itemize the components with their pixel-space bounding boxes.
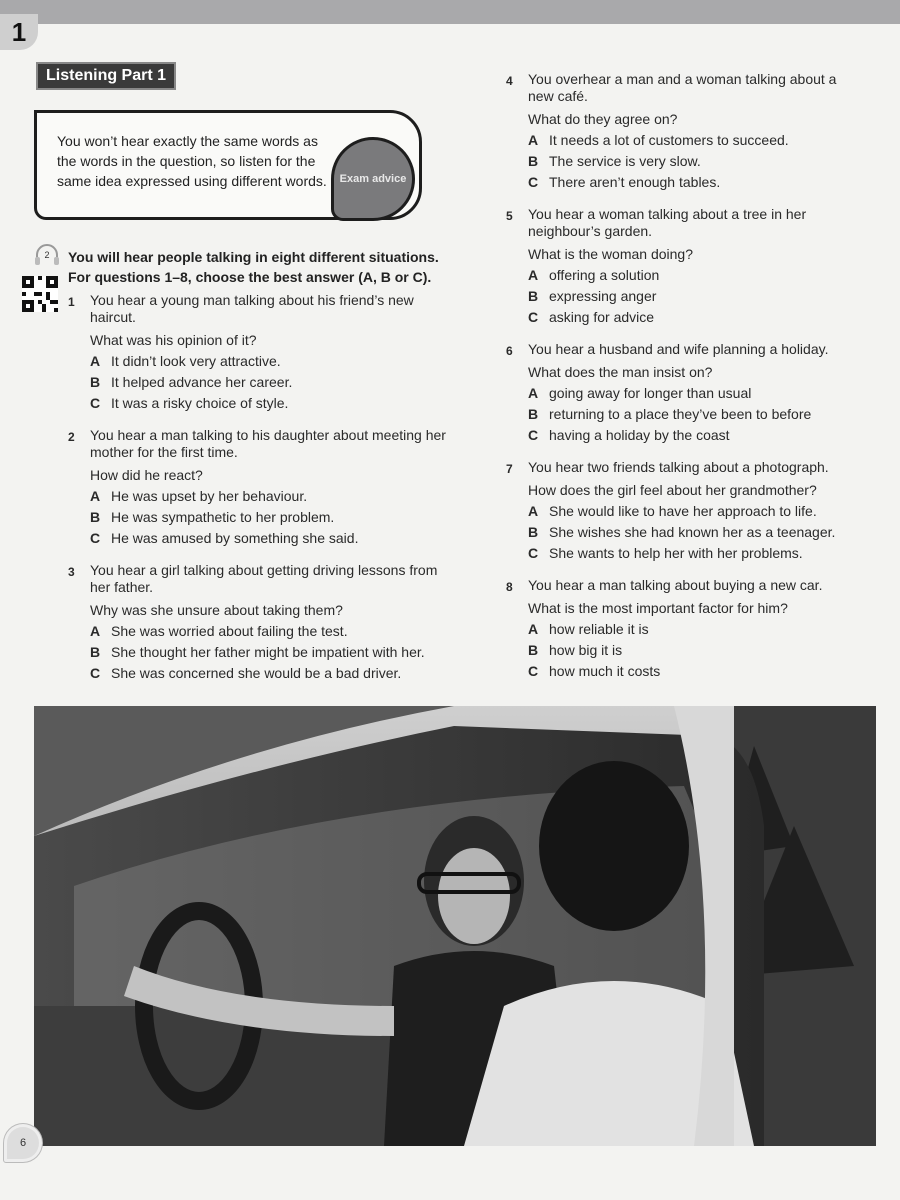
answer-option[interactable] — [528, 172, 866, 193]
headphones-icon — [34, 244, 60, 266]
answer-option[interactable] — [528, 151, 866, 172]
option-letter: A — [528, 621, 539, 637]
question-1 — [68, 292, 458, 414]
question-5 — [506, 206, 866, 328]
option-letter: B — [528, 288, 539, 304]
option-text: There aren’t enough tables. — [549, 174, 721, 190]
option-letter: A — [528, 132, 539, 148]
question-prompt: What is the most important factor for him? — [528, 600, 788, 616]
option-text: It didn’t look very attractive. — [111, 353, 281, 369]
option-letter: B — [90, 644, 101, 660]
question-stem: You hear two friends talking about a photograph. — [528, 459, 829, 475]
option-text: how much it costs — [549, 663, 661, 679]
question-stem: You hear a woman talking about a tree in her neighbour’s garden. — [528, 206, 807, 239]
option-letter: B — [528, 524, 539, 540]
option-text: expressing anger — [549, 288, 657, 304]
question-prompt: How did he react? — [90, 467, 203, 483]
questions-left-column — [68, 292, 458, 697]
answer-option[interactable] — [90, 528, 458, 549]
question-number: 3 — [68, 565, 75, 579]
option-letter: C — [90, 395, 101, 411]
answer-option[interactable] — [528, 661, 866, 682]
question-prompt: What was his opinion of it? — [90, 332, 257, 348]
question-number: 4 — [506, 74, 513, 88]
questions-right-column — [506, 71, 866, 695]
answer-option[interactable] — [528, 307, 866, 328]
option-text: returning to a place they’ve been to before — [549, 406, 812, 422]
question-8 — [506, 577, 866, 682]
option-letter: C — [528, 309, 539, 325]
answer-option[interactable] — [90, 372, 458, 393]
question-stem: You hear a husband and wife planning a holiday. — [528, 341, 829, 357]
question-prompt: What do they agree on? — [528, 111, 678, 127]
option-letter: A — [528, 267, 539, 283]
answer-option[interactable] — [90, 486, 458, 507]
option-text: He was upset by her behaviour. — [111, 488, 308, 504]
option-letter: B — [90, 374, 101, 390]
question-number: 8 — [506, 580, 513, 594]
option-text: It needs a lot of customers to succeed. — [549, 132, 789, 148]
top-bar — [0, 0, 900, 24]
answer-option[interactable] — [90, 621, 458, 642]
option-text: how big it is — [549, 642, 623, 658]
track-number: 2 — [44, 250, 50, 260]
task-instructions: You will hear people talking in eight different situations. For questions 1–8, choose the best answer (A, B or C). — [68, 249, 439, 285]
question-number: 1 — [68, 295, 75, 309]
answer-option[interactable] — [90, 351, 458, 372]
unit-number: 1 — [0, 14, 38, 50]
option-text: offering a solution — [549, 267, 660, 283]
question-stem: You hear a young man talking about his friend’s new haircut. — [90, 292, 414, 325]
option-text: She thought her father might be impatient with her. — [111, 644, 425, 660]
question-stem: You hear a man talking about buying a new car. — [528, 577, 823, 593]
answer-option[interactable] — [528, 501, 866, 522]
question-prompt: How does the girl feel about her grandmother? — [528, 482, 817, 498]
option-letter: A — [528, 385, 539, 401]
question-number: 6 — [506, 344, 513, 358]
question-number: 5 — [506, 209, 513, 223]
option-text: He was amused by something she said. — [111, 530, 359, 546]
question-prompt: What is the woman doing? — [528, 246, 693, 262]
answer-option[interactable] — [528, 640, 866, 661]
option-letter: C — [528, 545, 539, 561]
exam-advice-box — [34, 110, 422, 220]
answer-option[interactable] — [528, 286, 866, 307]
question-3 — [68, 562, 458, 684]
option-letter: A — [528, 503, 539, 519]
option-letter: B — [528, 406, 539, 422]
option-letter: C — [528, 174, 539, 190]
answer-option[interactable] — [528, 522, 866, 543]
section-label: Listening Part 1 — [36, 62, 176, 90]
driving-lesson-photo — [34, 706, 876, 1146]
option-text: going away for longer than usual — [549, 385, 752, 401]
option-text: having a holiday by the coast — [549, 427, 730, 443]
question-stem: You hear a man talking to his daughter about meeting her mother for the first time. — [90, 427, 446, 460]
question-number: 7 — [506, 462, 513, 476]
qr-code-icon — [22, 276, 58, 312]
option-letter: C — [528, 663, 539, 679]
question-4 — [506, 71, 866, 193]
option-text: She wishes she had known her as a teenager. — [549, 524, 836, 540]
option-text: She would like to have her approach to life. — [549, 503, 817, 519]
advice-text: You won’t hear exactly the same words as the words in the question, so listen for the same idea expressed using different words. — [57, 133, 327, 189]
answer-option[interactable] — [90, 507, 458, 528]
answer-option[interactable] — [528, 265, 866, 286]
question-6 — [506, 341, 866, 446]
option-letter: C — [90, 530, 101, 546]
option-text: He was sympathetic to her problem. — [111, 509, 335, 525]
option-text: It helped advance her career. — [111, 374, 293, 390]
answer-option[interactable] — [90, 393, 458, 414]
answer-option[interactable] — [528, 425, 866, 446]
option-text: She wants to help her with her problems. — [549, 545, 803, 561]
answer-option[interactable] — [528, 404, 866, 425]
answer-option[interactable] — [528, 543, 866, 564]
option-text: She was worried about failing the test. — [111, 623, 348, 639]
option-letter: C — [528, 427, 539, 443]
answer-option[interactable] — [90, 642, 458, 663]
question-prompt: Why was she unsure about taking them? — [90, 602, 343, 618]
question-stem: You overhear a man and a woman talking about a new café. — [528, 71, 837, 104]
option-letter: B — [528, 642, 539, 658]
option-letter: A — [90, 623, 101, 639]
question-number: 2 — [68, 430, 75, 444]
question-prompt: What does the man insist on? — [528, 364, 713, 380]
option-letter: B — [90, 509, 101, 525]
option-letter: A — [90, 353, 101, 369]
question-stem: You hear a girl talking about getting driving lessons from her father. — [90, 562, 438, 595]
answer-option[interactable] — [90, 663, 458, 684]
option-text: She was concerned she would be a bad driver. — [111, 665, 402, 681]
option-text: It was a risky choice of style. — [111, 395, 289, 411]
option-letter: C — [90, 665, 101, 681]
answer-option[interactable] — [528, 130, 866, 151]
page-number: 6 — [4, 1124, 42, 1162]
option-text: asking for advice — [549, 309, 655, 325]
option-text: how reliable it is — [549, 621, 649, 637]
question-7 — [506, 459, 866, 564]
option-text: The service is very slow. — [549, 153, 701, 169]
exam-advice-badge: Exam advice — [331, 137, 415, 221]
answer-option[interactable] — [528, 383, 866, 404]
question-2 — [68, 427, 458, 549]
option-letter: A — [90, 488, 101, 504]
option-letter: B — [528, 153, 539, 169]
answer-option[interactable] — [528, 619, 866, 640]
